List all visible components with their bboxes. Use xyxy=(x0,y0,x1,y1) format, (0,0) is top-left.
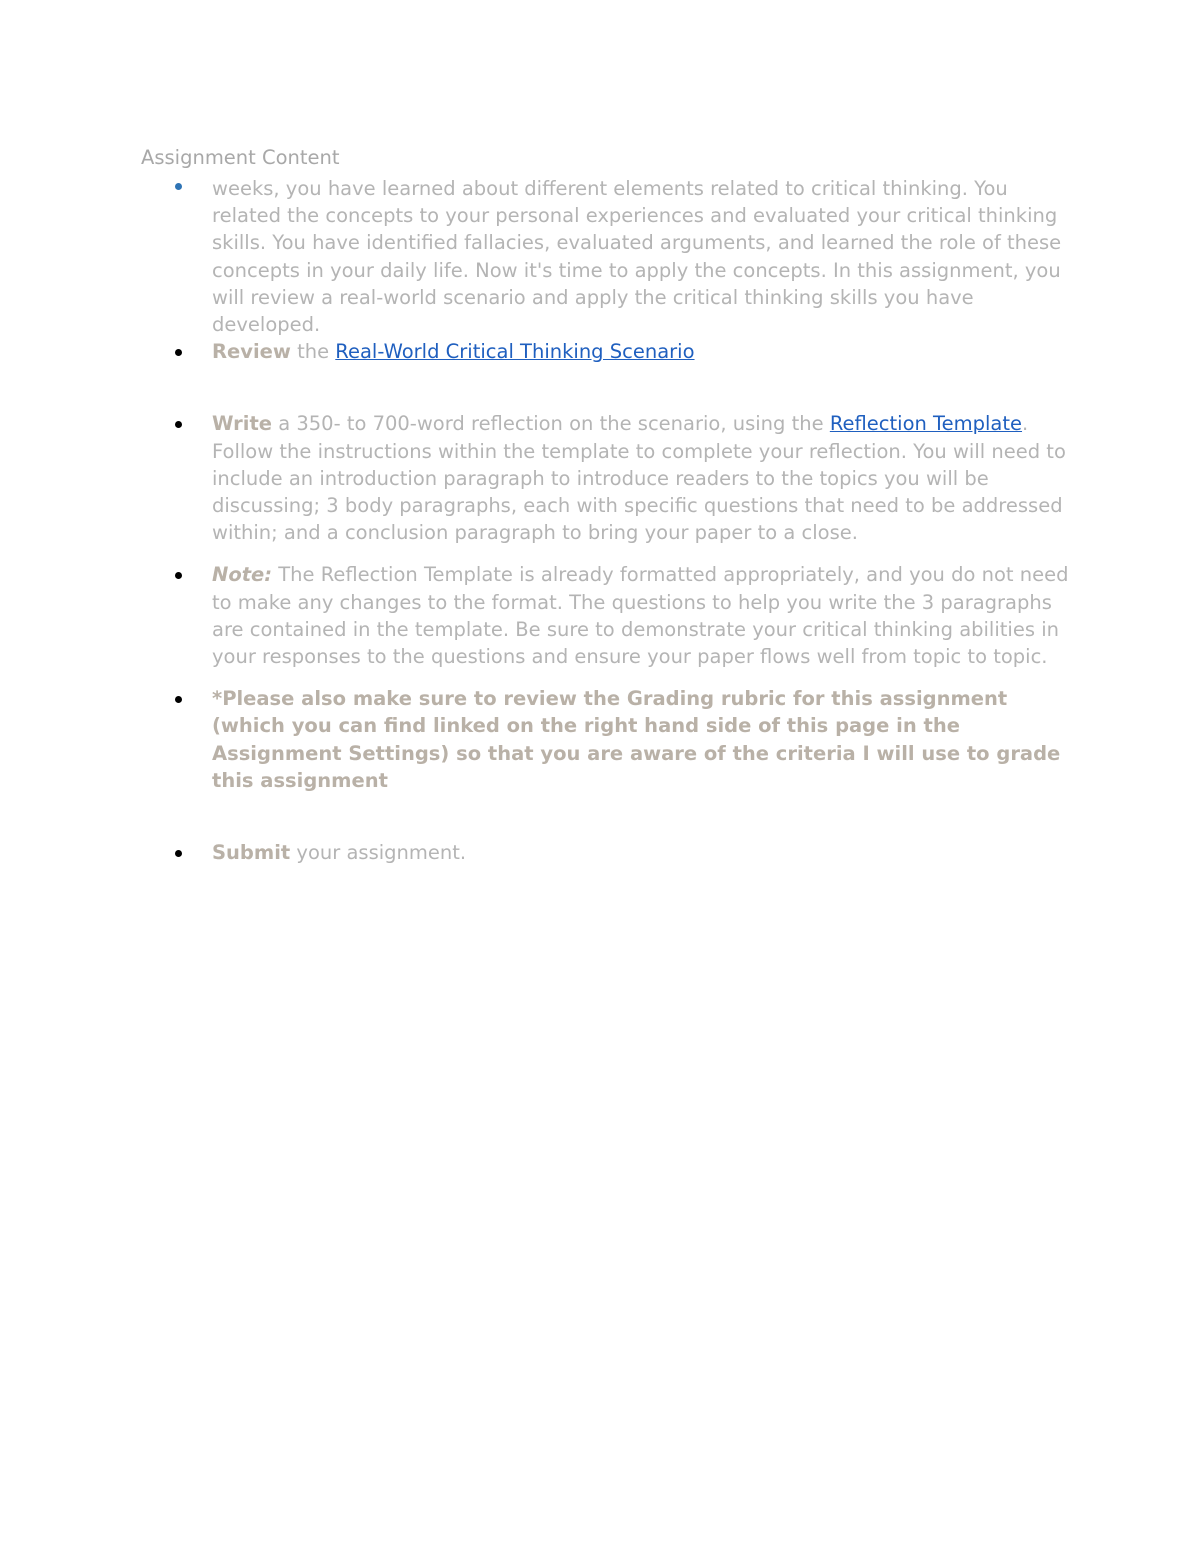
submit-lead: Submit xyxy=(212,841,291,865)
scenario-link[interactable]: Real-World Critical Thinking Scenario xyxy=(335,340,695,364)
submit-text: your assignment. xyxy=(290,841,467,865)
bullet-icon xyxy=(175,572,182,579)
list-item-intro xyxy=(212,175,1072,338)
review-lead: Review xyxy=(212,340,291,364)
note-text: The Reflection Template is already formatted appropriately, and you do not need to make any changes to the format. The questions to help you write the 3 paragraphs are contained in the template. Be sure to demonstrate your critical thinking abilities in your responses to the questions and ensure your paper flows well from topic to topic. xyxy=(212,563,1069,669)
bullet-icon xyxy=(175,696,182,703)
instruction-list xyxy=(212,175,1072,866)
reflection-template-link[interactable]: Reflection Template xyxy=(829,412,1023,436)
write-lead: Write xyxy=(212,412,273,436)
list-item-submit xyxy=(212,839,1072,866)
list-item-rubric xyxy=(212,685,1072,794)
list-item-review xyxy=(212,338,1072,365)
bullet-icon xyxy=(175,421,182,428)
write-text: a 350- to 700-word reflection on the scenario, using the xyxy=(272,412,830,436)
bullet-icon xyxy=(175,850,182,857)
review-text: the xyxy=(290,340,336,364)
list-item-write xyxy=(212,410,1072,546)
note-lead: Note: xyxy=(212,563,273,587)
bullet-icon xyxy=(175,183,182,190)
intro-text: weeks, you have learned about different elements related to critical thinking. You related the concepts to your personal experiences and evaluated your critical thinking skills. You have identified fallacies, evaluated arguments, and learned the role of these concepts in your daily life. Now it's time to apply the concepts. In this assignment, you will review a real-world scenario and apply the critical thinking skills you have developed. xyxy=(212,177,1062,337)
write-text-continued: . Follow the instructions within the template to complete your reflection. You will need to include an introduction paragraph to introduce readers to the topics you will be discussing; 3 body paragraphs, each with specific questions that need to be addressed within; and a conclusion paragraph to bring your paper to a close. xyxy=(212,412,1066,545)
page-title: Assignment Content xyxy=(141,146,340,169)
list-item-note xyxy=(212,561,1072,670)
bullet-icon xyxy=(175,349,182,356)
rubric-text: *Please also make sure to review the Grading rubric for this assignment (which you can find linked on the right hand side of this page in the Assignment Settings) so that you are aware of the criteria I will use to grade this assignment xyxy=(212,687,1061,792)
